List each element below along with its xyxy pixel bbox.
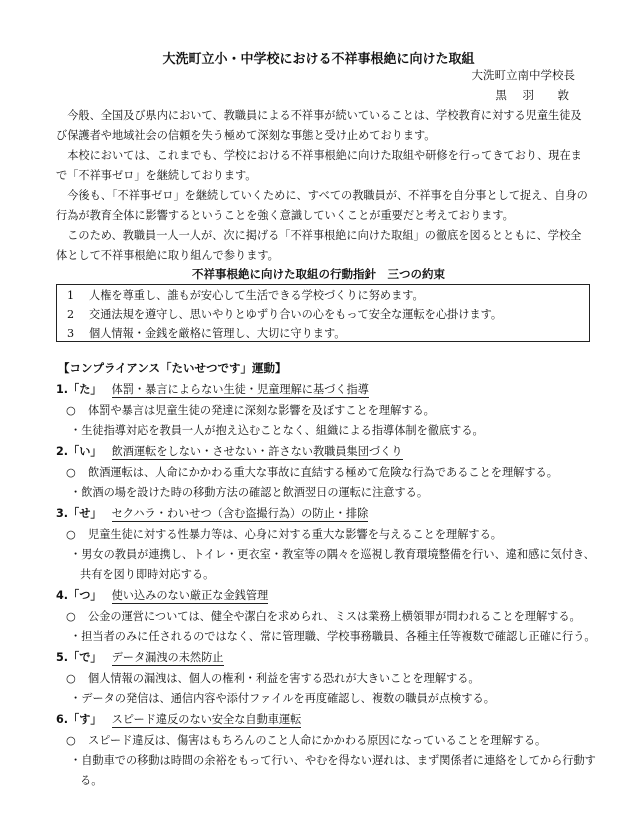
pledge-item (67, 305, 589, 324)
principle-text: 個人情報の漏洩は、個人の権利・利益を害する恐れが大きいことを理解する。 (88, 672, 480, 685)
pledge-box (56, 284, 590, 342)
circle-mark: ○ (66, 528, 76, 541)
pledge-text: 交通法規を遵守し、思いやりとゆずり合いの心をもって安全な運転を心掛けます。 (89, 308, 503, 321)
pledge-item (67, 286, 589, 305)
section-principle (56, 401, 596, 421)
intro-paragraph: 今般、全国及び県内において、教職員による不祥事が続いていることは、学校教育に対する児童生徒及び保護者や地域社会の信頼を失う極めて深刻な事態と受け止めております。 (56, 109, 582, 142)
bullet-mark: ・ (70, 548, 82, 561)
action-text: 男女の教員が連携し、トイレ・更衣室・教室等の隅々を巡視し教育環境整備を行い、違和感に気付き、共有を図り即時対応する。 (80, 548, 595, 581)
principle-text: スピード違反は、傷害はもちろんのこと人命にかかわる原因になっていることを理解する。 (88, 734, 547, 747)
intro-paragraph: このため、教職員一人一人が、次に掲げる「不祥事根絶に向けた取組」の徹底を図るとともに、学校全体として不祥事根絶に取り組んで参ります。 (56, 229, 582, 262)
action-text: 生徒指導対応を教員一人が抱え込むことなく、組織による指導体制を徹底する。 (81, 424, 484, 437)
section (56, 647, 596, 709)
section-title: データ漏洩の未然防止 (111, 651, 224, 664)
section (56, 503, 596, 585)
bullet-mark: ・ (70, 486, 82, 499)
section-heading (56, 379, 596, 401)
section-action (56, 483, 596, 503)
section-label: 6.「す」 (56, 713, 102, 726)
circle-mark: ○ (66, 672, 76, 685)
compliance-sections (56, 379, 596, 791)
bullet-mark: ・ (70, 630, 82, 643)
principle-text: 児童生徒に対する性暴力等は、心身に対する重大な影響を与えることを理解する。 (88, 528, 502, 541)
pledge-item (67, 324, 589, 343)
section-principle (56, 525, 596, 545)
compliance-heading: 【コンプライアンス「たいせつです」運動】 (58, 361, 287, 375)
section (56, 379, 596, 441)
principle-text: 飲酒運転は、人命にかかわる重大な事故に直結する極めて危険な行為であることを理解する。 (88, 466, 558, 479)
document-title: 大洗町立小・中学校における不祥事根絶に向けた取組 (162, 52, 475, 67)
section-action (56, 627, 596, 647)
section-heading (56, 647, 596, 669)
section-title: スピード違反のない安全な自動車運転 (111, 713, 302, 726)
section-principle (56, 669, 596, 689)
bullet-mark: ・ (70, 424, 82, 437)
action-text: データの発信は、通信内容や添付ファイルを再度確認し、複数の職員が点検する。 (81, 692, 495, 705)
section-action (56, 421, 596, 441)
section-action (56, 545, 596, 585)
section-principle (56, 463, 596, 483)
pledge-number: 3 (67, 327, 75, 340)
section-title: 飲酒運転をしない・させない・許さない教職員集団づくり (111, 445, 403, 458)
circle-mark: ○ (66, 734, 76, 747)
section-heading (56, 503, 596, 525)
intro-paragraph: 本校においては、これまでも、学校における不祥事根絶に向けた取組や研修を行ってきており、現在まで「不祥事ゼロ」を継続しております。 (56, 149, 582, 182)
section-label: 3.「せ」 (56, 507, 102, 520)
section-heading (56, 709, 596, 731)
section-principle (56, 731, 596, 751)
pledge-number: 2 (67, 308, 75, 321)
section-title: 体罰・暴言によらない生徒・児童理解に基づく指導 (111, 383, 369, 396)
section (56, 709, 596, 791)
section-label: 1.「た」 (56, 383, 102, 396)
principle-text: 公金の運営については、健全や潔白を求められ、ミスは業務上横領罪が問われることを理解する。 (88, 610, 581, 623)
circle-mark: ○ (66, 610, 76, 623)
section-heading (56, 441, 596, 463)
action-text: 自動車での移動は時間の余裕をもって行い、やむを得ない遅れは、まず関係者に連絡をしてから行動する。 (80, 754, 596, 787)
action-text: 担当者のみに任されるのではなく、常に管理職、学校事務職員、各種主任等複数で確認し正確に行う。 (81, 630, 596, 643)
author-name: 黒 羽 敦 (495, 88, 575, 102)
section-action (56, 689, 596, 709)
section-principle (56, 607, 596, 627)
pledge-title: 不祥事根絶に向けた取組の行動指針 三つの約束 (192, 267, 445, 281)
action-text: 飲酒の場を設けた時の移動方法の確認と飲酒翌日の運転に注意する。 (81, 486, 429, 499)
pledge-number: 1 (67, 289, 75, 302)
pledge-text: 個人情報・金銭を厳格に管理し、大切に守ります。 (89, 327, 346, 340)
bullet-mark: ・ (70, 754, 82, 767)
section-label: 5.「で」 (56, 651, 102, 664)
bullet-mark: ・ (70, 692, 82, 705)
intro-paragraph: 今後も、「不祥事ゼロ」を継続していくために、すべての教職員が、不祥事を自分事として捉え、自身の行為が教育全体に影響するということを強く意識していくことが重要だと考えております。 (56, 189, 588, 222)
circle-mark: ○ (66, 466, 76, 479)
section (56, 441, 596, 503)
school-name: 大洗町立南中学校長 (471, 68, 575, 82)
principle-text: 体罰や暴言は児童生徒の発達に深刻な影響を及ぼすことを理解する。 (88, 404, 435, 417)
pledge-text: 人権を尊重し、誰もが安心して生活できる学校づくりに努めます。 (89, 289, 424, 302)
section (56, 585, 596, 647)
section-heading (56, 585, 596, 607)
section-label: 4.「つ」 (56, 589, 102, 602)
section-title: セクハラ・わいせつ（含む盗撮行為）の防止・排除 (111, 507, 369, 520)
section-title: 使い込みのない厳正な金銭管理 (111, 589, 269, 602)
intro-body (56, 106, 592, 266)
section-action (56, 751, 596, 791)
circle-mark: ○ (66, 404, 76, 417)
section-label: 2.「い」 (56, 445, 102, 458)
